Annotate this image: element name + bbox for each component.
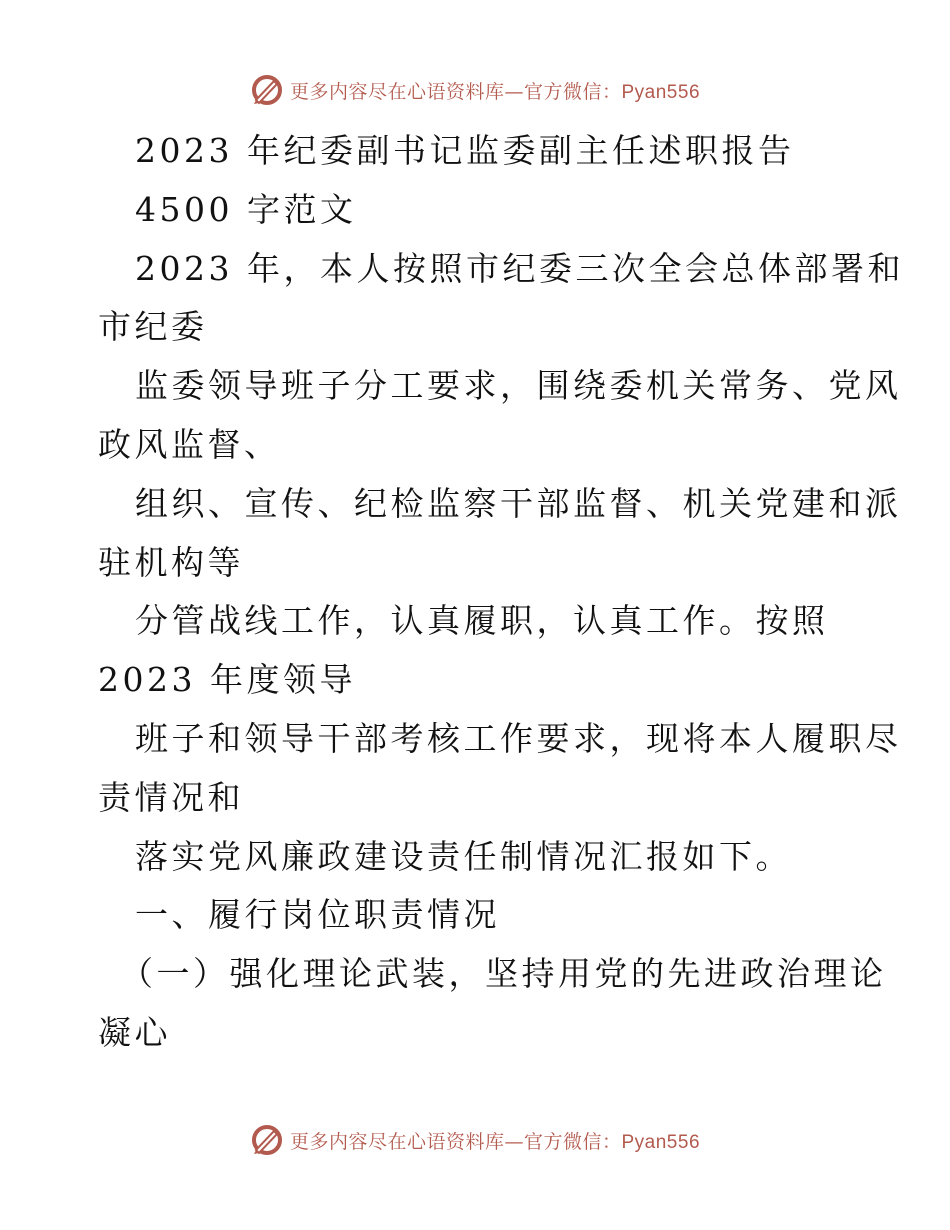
paragraph-line: 市纪委 (98, 307, 208, 347)
paragraph-line: 监委领导班子分工要求，围绕委机关常务、党风 (135, 366, 902, 406)
document-body (98, 122, 904, 1063)
paragraph-line: 政风监督、 (98, 424, 281, 464)
paragraph-line: 2023 年度领导 (98, 660, 356, 700)
section-heading: 一、履行岗位职责情况 (135, 895, 500, 935)
pen-logo-icon (250, 73, 284, 107)
subsection-heading: （一）强化理论武装，坚持用党的先进政治理论 (120, 954, 887, 994)
footer-wechat-id: Pyan556 (621, 1131, 701, 1153)
doc-title-line-2: 4500 字范文 (135, 189, 357, 229)
pen-logo-icon (250, 1123, 284, 1157)
header-banner (0, 70, 950, 110)
paragraph-line: 2023 年，本人按照市纪委三次全会总体部署和 (135, 248, 904, 288)
doc-title-line-1: 2023 年纪委副书记监委副主任述职报告 (135, 131, 795, 170)
paragraph-line: 班子和领导干部考核工作要求，现将本人履职尽 (135, 718, 902, 758)
paragraph-line: 凝心 (98, 1012, 171, 1052)
footer-banner (0, 1120, 950, 1160)
paragraph-line: 驻机构等 (98, 542, 244, 582)
paragraph-line: 落实党风廉政建设责任制情况汇报如下。 (135, 836, 792, 876)
paragraph-line: 责情况和 (98, 777, 244, 817)
header-wechat-id: Pyan556 (621, 81, 701, 103)
header-banner-text: 更多内容尽在心语资料库—官方微信：Pyan556 (289, 80, 701, 103)
paragraph-line: 组织、宣传、纪检监察干部监督、机关党建和派 (135, 483, 902, 523)
paragraph-line: 分管战线工作，认真履职，认真工作。按照 (135, 601, 829, 641)
footer-banner-text: 更多内容尽在心语资料库—官方微信：Pyan556 (289, 1130, 701, 1153)
